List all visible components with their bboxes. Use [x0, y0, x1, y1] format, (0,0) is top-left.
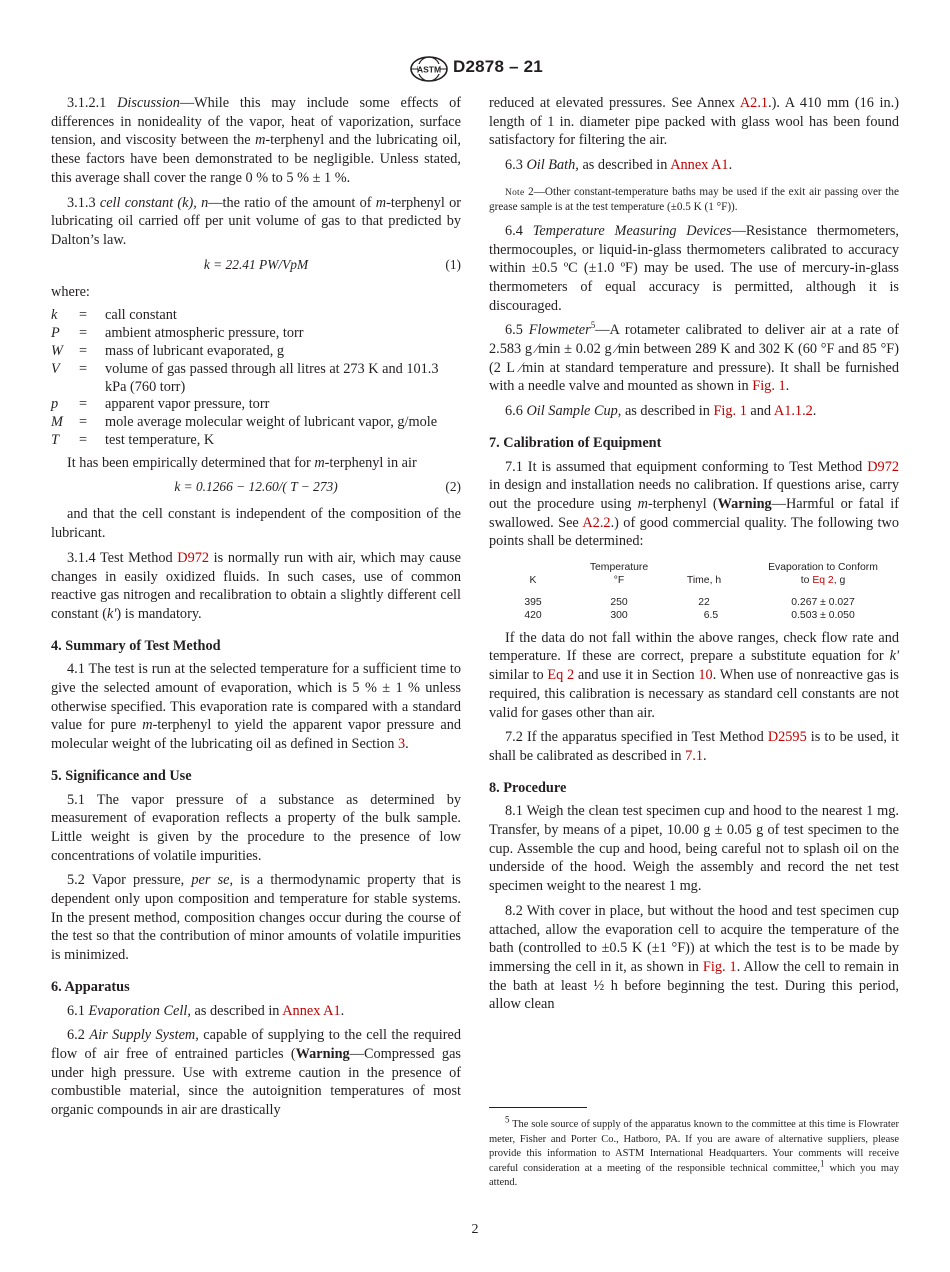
- where-label: where:: [51, 283, 90, 300]
- link-a2-1[interactable]: A2.1: [739, 95, 769, 111]
- para-6-2: 6.2 Air Supply System, capable of supplying to the cell the required flow of air free of entrained particles (Warning—Compressed gas under high pressure. Use with extreme caution in the presence of combustible material, since the autoignition temperatures of most organic compounds in air are drastically: [51, 1027, 462, 1119]
- column-header-temperature: Temperature: [589, 562, 649, 574]
- link-annex-a1[interactable]: Annex A1: [282, 1002, 341, 1019]
- para-if-data: If the data do not fall within the above ranges, check flow rate and temperature. If these are correct, prepare a substitute equation for k' similar to Eq 2 and use it in Section 10. When use of nonreactive gas is required, this calibration is necessary as standard cell constants are not valid for gases other than air.: [489, 629, 899, 721]
- para-empirical: It has been empirically determined that for m-terphenyl in air: [67, 454, 417, 471]
- table-row: 395 250 22 0.267 ± 0.027: [524, 596, 855, 608]
- link-a2-2[interactable]: A2.2: [582, 514, 611, 531]
- para-6-2-continued: reduced at elevated pressures. See Annex A2.1.). A 410 mm (16 in.) length of 1 in. diameter pipe packed with glass wool has been found satisfactory for filtering the air.: [489, 95, 899, 149]
- para-3-1-2-1: 3.1.2.1 Discussion—While this may include some effects of differences in nonideality of the vapor, heat of vaporization, surface tension, and viscosity between the m-terphenyl and the lubricating oil, these factors have been demonstrated to be negligible. Unless stated, this average shall cover the range 0 % to 5 % ± 1 %.: [51, 95, 462, 186]
- left-column: [51, 94, 461, 1126]
- para-4-1: 4.1 The test is run at the selected temperature for a sufficient time to give the selected amount of evaporation, which is 5 % ± 1 % unless otherwise specified. This evaporation rate is compared with a standard value for pure m-terphenyl to yield the apparent vapor pressure and molecular weight of the lubricating oil as defined in Section 3.: [51, 661, 461, 753]
- heading-section-7: 7. Calibration of Equipment: [489, 434, 662, 451]
- footnote-5: $^5$ The sole source of supply of the apparatus known to the committee at this time is Flowrater meter, Fisher and Porter Co., Hatboro, PA. If you are aware of alternative suppliers, please provide this information to ASTM International Headquarters. Your comments will receive careful consideration at a meeting of the responsible technical committee,$^1$ which you may attend.: [489, 1114, 899, 1188]
- link-d2595[interactable]: D2595: [767, 729, 807, 746]
- link-section-10[interactable]: 10: [698, 667, 713, 684]
- link-a1-1-2[interactable]: A1.1.2: [773, 403, 813, 420]
- logo-text: ASTM: [416, 64, 442, 75]
- link-7-1[interactable]: 7.1: [685, 747, 703, 764]
- equation-1: [51, 256, 461, 275]
- table-header-row: [489, 574, 899, 587]
- page-header: [0, 56, 950, 82]
- para-8-1: 8.1 Weigh the clean test specimen cup and hood to the nearest 1 mg. Transfer, by means of a pipet, 10.00 g ± 0.05 g of test specimen to the cup. Assemble the cup and hood, being careful not to splash oil on the underside of the hood. Weigh the assembly and record the net test specimen weight to the nearest 1 mg.: [489, 803, 899, 895]
- para-8-2: 8.2 With cover in place, but without the hood and test specimen cup attached, allow the evaporation cell to acquire the temperature of the bath (controlled to ±0.5 K (±1 °F)) at which the test is to be made by immersing the cell in it, as shown in Fig. 1. Allow the cell to remain in the bath at least ½ h before beginning the test. During this period, allow clean: [489, 902, 899, 1013]
- para-3-1-4: 3.1.4 Test Method D972 is normally run with air, which may cause changes in easily oxidized fluids. In such cases, use of common reactive gas nitrogen and recalibration to obtain a slightly different cell constant (k') is mandatory.: [51, 549, 461, 622]
- para-6-6: 6.6 Oil Sample Cup, as described in Fig. 1 and A1.1.2.: [505, 403, 817, 420]
- calibration-table: [489, 561, 899, 623]
- equation-2: [51, 478, 461, 497]
- heading-section-8: 8. Procedure: [489, 779, 567, 796]
- para-7-2: 7.2 If the apparatus specified in Test Method D2595 is to be used, it shall be calibrated as described in 7.1.: [489, 729, 899, 764]
- right-column: [489, 94, 899, 1020]
- definition-row: V = volume of gas passed through all litres at 273 K and 101.3 kPa (760 torr): [51, 360, 439, 395]
- definition-row: p = apparent vapor pressure, torr: [51, 396, 270, 413]
- table-row: 420 300 6.5 0.503 ± 0.050: [524, 610, 855, 622]
- link-fig-1[interactable]: Fig. 1: [713, 403, 747, 420]
- heading-section-5: 5. Significance and Use: [51, 767, 192, 784]
- equation-1-number: (1): [445, 256, 461, 272]
- definition-row: W = mass of lubricant evaporated, g: [51, 342, 285, 359]
- para-3-1-3: 3.1.3 cell constant (k), n—the ratio of the amount of m-terphenyl or lubricating oil carried off per unit volume of gas to that predicted by Dalton’s law.: [51, 194, 462, 248]
- heading-section-6: 6. Apparatus: [51, 978, 130, 995]
- definition-row: M = mole average molecular weight of lubricant vapor, g/mole: [51, 414, 438, 431]
- astm-logo-icon: [409, 56, 449, 82]
- equation-2-number: (2): [445, 479, 461, 495]
- definition-row: T = test temperature, K: [51, 431, 215, 448]
- note-2: Note 2—Other constant-temperature baths may be used if the exit air passing over the grease sample is at the test temperature (±0.5 K (1 °F)).: [489, 185, 899, 213]
- para-6-4: 6.4 Temperature Measuring Devices—Resistance thermometers, thermocouples, or liquid-in-glass thermometers calibrated to accuracy within ±0.5 ºC (±1.0 ºF) may be used. The use of mercury-in-glass thermometers of equal accuracy is permitted, although it is discouraged.: [489, 222, 899, 314]
- para-cell-constant-independent: and that the cell constant is independent of the composition of the lubricant.: [51, 506, 461, 542]
- variable-definitions: [51, 307, 461, 449]
- link-eq-2[interactable]: Eq 2: [547, 667, 575, 684]
- heading-section-4: 4. Summary of Test Method: [51, 637, 221, 654]
- column-header-eq2: to Eq 2, g: [800, 575, 846, 587]
- footnote-divider: [489, 1107, 587, 1108]
- para-6-5: 6.5 Flowmeter$^5$—A rotameter calibrated to deliver air at a rate of 2.583 g ⁄min ± 0.02 g ⁄min between 289 K and 302 K (60 °F and 85 °F) (2 L ⁄min at standard temperature and pressure). It shall be furnished with a needle valve and mounted as shown in Fig. 1.: [489, 320, 899, 395]
- para-5-1: 5.1 The vapor pressure of a substance as determined by measurement of evaporation reflects a property of the bulk sample. Little weight is given by the procedure to the presence of low concentrations of volatile impurities.: [51, 791, 461, 864]
- para-6-3: 6.3 Oil Bath, as described in Annex A1.: [505, 157, 733, 174]
- definition-row: k = call constant: [51, 307, 177, 324]
- equation-2-expression: k = 0.1266 − 12.60/( T − 273): [174, 479, 338, 495]
- definition-row: P = ambient atmospheric pressure, torr: [51, 325, 304, 342]
- column-header-f: °F: [613, 575, 625, 587]
- link-fig-1[interactable]: Fig. 1: [702, 958, 737, 975]
- link-eq-2[interactable]: Eq 2: [812, 575, 834, 587]
- para-6-1: 6.1 Evaporation Cell, as described in Annex A1.: [67, 1002, 345, 1019]
- equation-1-expression: k = 22.41 PW/VpM: [203, 256, 309, 272]
- link-annex-a1[interactable]: Annex A1: [670, 157, 729, 174]
- para-7-1: 7.1 It is assumed that equipment conforming to Test Method D972 in design and installation needs no calibration. If questions arise, carry out the procedure using m-terphenyl (Warning—Harmful or fatal if swallowed. See A2.2.) of good commercial quality. The following two points shall be determined:: [489, 458, 899, 550]
- page-number: 2: [471, 1222, 479, 1237]
- link-d972[interactable]: D972: [177, 549, 210, 566]
- column-header-evaporation: Evaporation to Conform: [768, 562, 878, 574]
- link-section-3[interactable]: 3: [398, 736, 406, 753]
- document-designation: D2878 – 21: [453, 57, 543, 76]
- link-fig-1[interactable]: Fig. 1: [752, 378, 786, 395]
- table-header-row: [489, 561, 899, 574]
- column-header-time: Time, h: [686, 575, 722, 587]
- link-d972[interactable]: D972: [867, 458, 899, 475]
- para-5-2: 5.2 Vapor pressure, per se, is a thermodynamic property that is dependent only upon composition and temperature for stable systems. In the present method, composition changes occur during the course of the test so that the contribution of minor amounts of volatile impurities is minimized.: [51, 872, 461, 964]
- column-header-k: K: [529, 575, 537, 587]
